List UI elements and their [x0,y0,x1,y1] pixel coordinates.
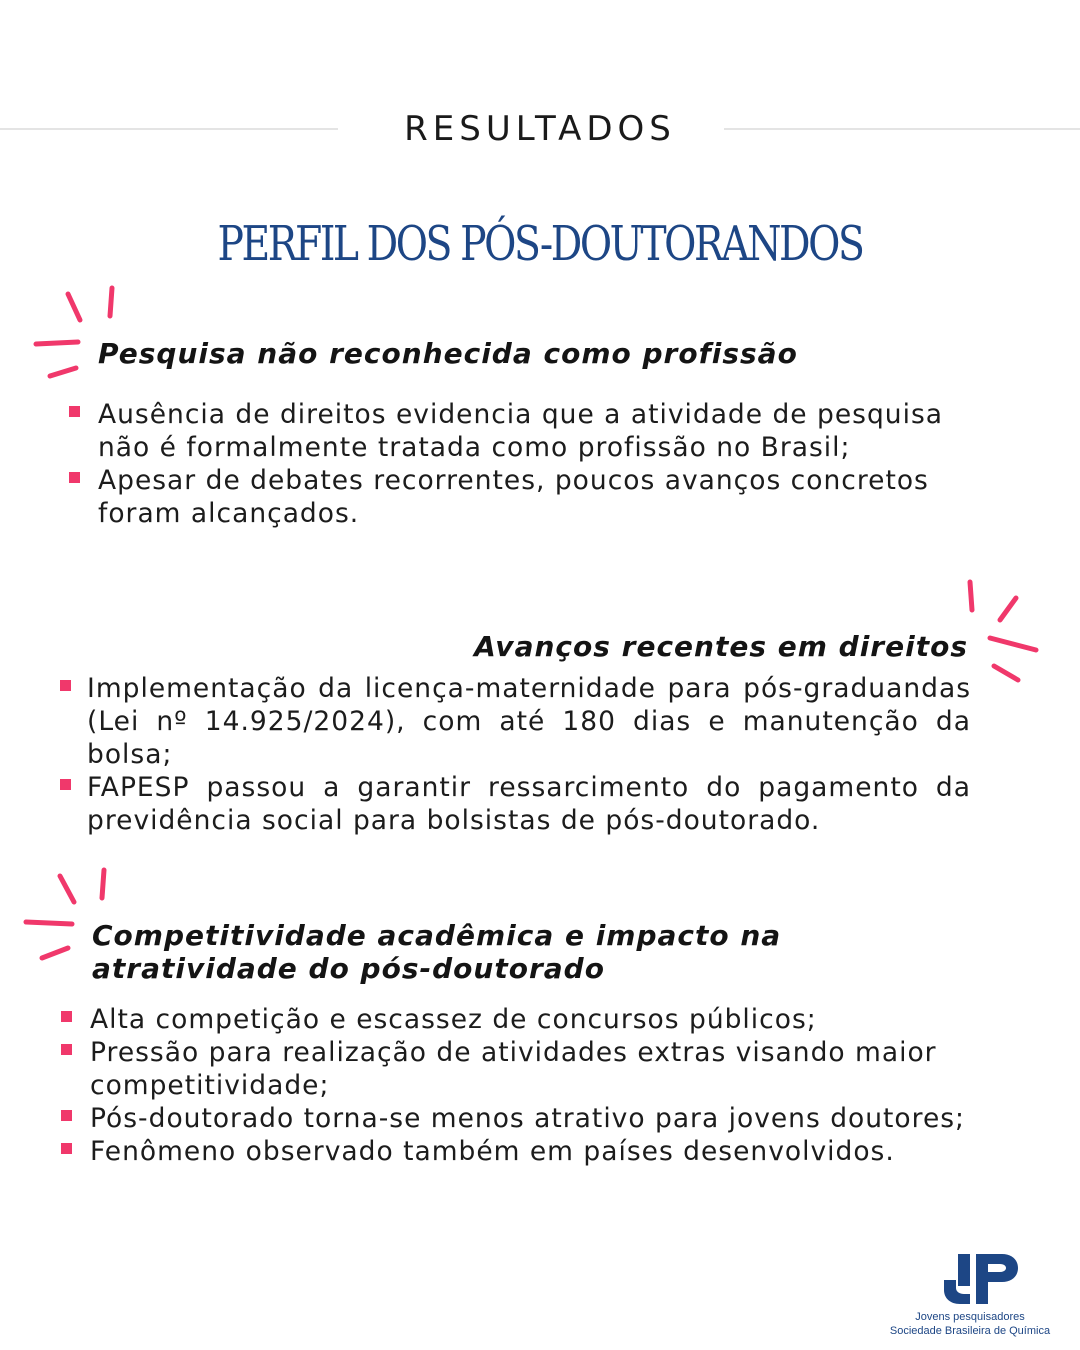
section-heading-competitiveness [92,919,992,985]
bullet-text: Apesar de debates recorrentes, poucos avanços concretos foram alcançados. [98,465,929,529]
list-item [98,398,978,464]
section-heading-recent-rights: Avanços recentes em direitos [474,630,968,663]
bullet-list-recent-rights [87,672,971,837]
heading-line: atratividade do pós-doutorado [92,952,605,985]
bullet-square-icon [61,1044,72,1055]
bullet-text: Pressão para realização de atividades extras visando maior competitividade; [90,1037,937,1101]
list-item [98,464,978,530]
logo-caption-line: Jovens pesquisadores [915,1311,1025,1323]
heading-line: Competitividade acadêmica e impacto na [92,919,782,952]
bullet-text: FAPESP passou a garantir ressarcimento do pagamento da previdência social para bolsistas de pós-doutorado. [87,772,971,836]
bullet-square-icon [61,1011,72,1022]
bullet-square-icon [60,680,71,691]
bullet-square-icon [61,1143,72,1154]
bullet-list-research-profession [98,398,978,530]
list-item [90,1036,1020,1102]
list-item [90,1003,1020,1036]
jp-logo-icon [940,1250,1020,1306]
logo-caption [880,1310,1060,1338]
page-title: PERFIL DOS PÓS-DOUTORANDOS [217,216,863,272]
bullet-list-competitiveness [90,1003,1020,1168]
list-item [87,672,971,771]
list-item [90,1135,1020,1168]
sparkle-icon [960,574,1050,689]
bullet-text: Implementação da licença-maternidade para pós-graduandas (Lei nº 14.925/2024), com até 180 dias e manutenção da bolsa; [87,673,971,770]
bullet-square-icon [69,406,80,417]
section-eyebrow: RESULTADOS [404,109,676,149]
bullet-text: Pós-doutorado torna-se menos atrativo para jovens doutores; [90,1103,965,1134]
list-item [90,1102,1020,1135]
bullet-square-icon [60,779,71,790]
bullet-text: Fenômeno observado também em países desenvolvidos. [90,1136,895,1167]
bullet-square-icon [61,1110,72,1121]
bullet-square-icon [69,472,80,483]
bullet-text: Alta competição e escassez de concursos públicos; [90,1004,817,1035]
list-item [87,771,971,837]
bullet-text: Ausência de direitos evidencia que a atividade de pesquisa não é formalmente tratada como profissão no Brasil; [98,399,943,463]
logo-caption-line: Sociedade Brasileira de Química [889,1325,1051,1337]
section-heading-research-profession: Pesquisa não reconhecida como profissão [98,337,798,370]
